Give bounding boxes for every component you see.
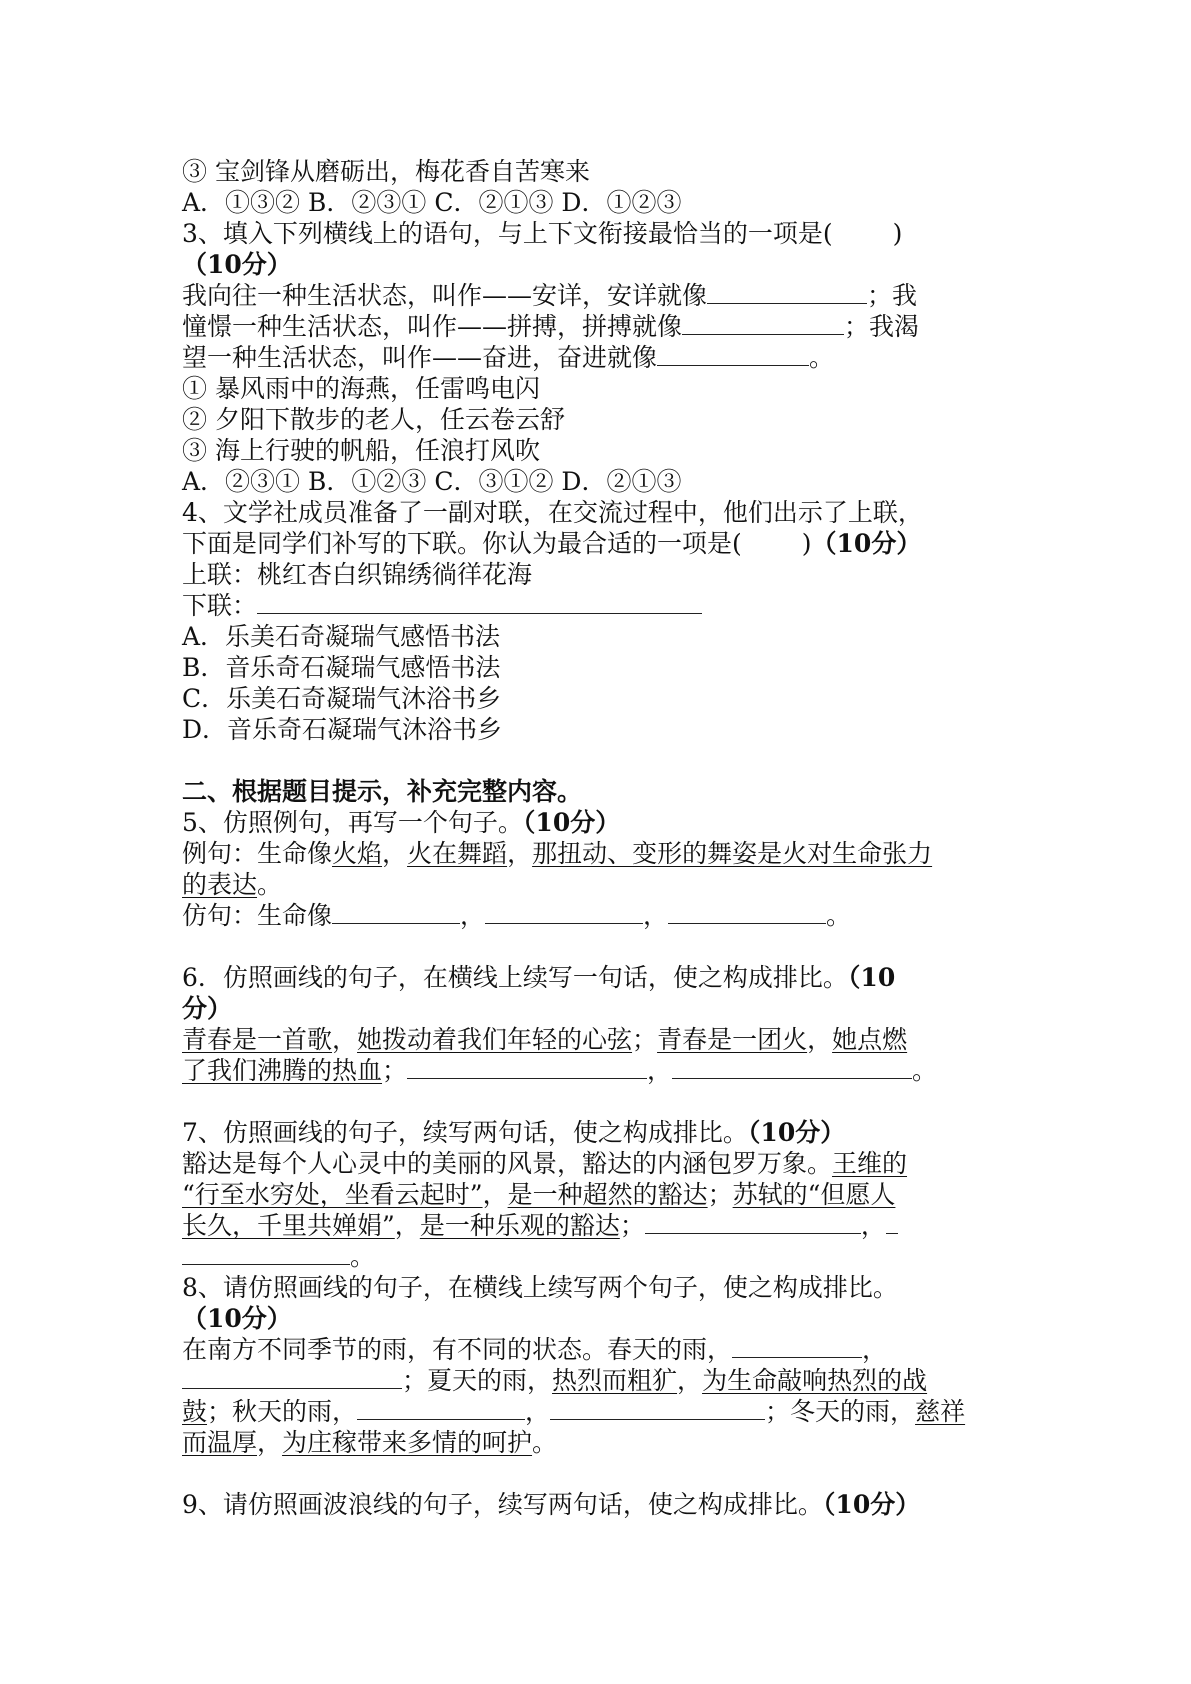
q4-lower-couplet bbox=[182, 590, 1022, 621]
q8-winter-label: ；冬天的雨， bbox=[765, 1397, 916, 1426]
q6-blank-2[interactable] bbox=[672, 1056, 912, 1079]
q6-stem-text: 6．仿照画线的句子，在横线上续写一句话，使之构成排比。 bbox=[182, 963, 848, 992]
q6-u3: 青春是一团火 bbox=[657, 1025, 808, 1054]
q8-blank-4[interactable] bbox=[550, 1397, 765, 1420]
q6-text-line-1 bbox=[182, 1024, 1022, 1055]
q7-semicolon-1: ； bbox=[707, 1180, 733, 1209]
q6-comma-1: ， bbox=[332, 1025, 358, 1054]
q7-period: 。 bbox=[350, 1242, 376, 1271]
q9-score: （10分） bbox=[822, 1490, 921, 1519]
q4-option-c-text: C．乐美石奇凝瑞气沐浴书乡 bbox=[182, 684, 502, 713]
spacer bbox=[182, 1086, 1022, 1117]
q3-stem bbox=[182, 218, 1022, 249]
q6-score-line bbox=[182, 993, 1022, 1024]
q3-passage-line-2 bbox=[182, 311, 1022, 342]
q4-option-b bbox=[182, 652, 1022, 683]
q4-stem-1-text: 4、文学社成员准备了一副对联，在交流过程中，他们出示了上联， bbox=[182, 498, 923, 527]
q7-u6: 是一种乐观的豁达 bbox=[419, 1211, 620, 1240]
q3-blank-3[interactable] bbox=[657, 343, 809, 366]
q7-stem-text: 7、仿照画线的句子，续写两句话，使之构成排比。 bbox=[182, 1118, 748, 1147]
q3-p3-text: 望一种生活状态，叫作——奋进，奋进就像 bbox=[182, 343, 658, 372]
q4-option-d bbox=[182, 714, 1022, 745]
q5-example-end: 。 bbox=[257, 870, 283, 899]
q6-semicolon: ； bbox=[632, 1025, 658, 1054]
q8-text-line-4 bbox=[182, 1427, 1022, 1458]
q4-lower-label: 下联： bbox=[182, 591, 258, 620]
q7-u5: 长久，千里共婵娟” bbox=[182, 1211, 395, 1240]
q4-paren-close: ) bbox=[801, 529, 812, 558]
q8-u2: 为生命敲响热烈的战 bbox=[702, 1366, 928, 1395]
q8-score-text: （10分） bbox=[182, 1304, 292, 1333]
q8-stem-text: 8、请仿照画线的句子，在横线上续写两个句子，使之构成排比。 bbox=[182, 1273, 898, 1302]
q6-semicolon-2: ； bbox=[382, 1056, 408, 1085]
q4-option-d-text: D．音乐奇石凝瑞气沐浴书乡 bbox=[182, 715, 503, 744]
q8-blank-3[interactable] bbox=[357, 1397, 525, 1420]
q5-example-label: 例句：生命像 bbox=[182, 839, 333, 868]
q4-upper-couplet bbox=[182, 559, 1022, 590]
q5-example-line-2 bbox=[182, 869, 1022, 900]
q3-p1-tail: ；我 bbox=[867, 281, 918, 310]
q6-score-part-1: （10 bbox=[847, 963, 896, 992]
q8-blank-1[interactable] bbox=[732, 1335, 862, 1358]
q8-text-line-1 bbox=[182, 1334, 1022, 1365]
q8-semicolon-1: ； bbox=[402, 1366, 428, 1395]
q8-u3: 鼓 bbox=[182, 1397, 208, 1426]
q6-period: 。 bbox=[912, 1056, 938, 1085]
q8-u5: 而温厚 bbox=[182, 1428, 258, 1457]
q8-stem bbox=[182, 1272, 1022, 1303]
q8-blank-2[interactable] bbox=[182, 1366, 402, 1389]
q9-stem bbox=[182, 1489, 1022, 1520]
q8-intro: 在南方不同季节的雨，有不同的状态。春天的雨， bbox=[182, 1335, 733, 1364]
q3-option-1-text: ① 暴风雨中的海燕，任雷鸣电闪 bbox=[182, 374, 540, 403]
q8-autumn-label: ；秋天的雨， bbox=[207, 1397, 358, 1426]
q7-u2: “行至水穷处，坐看云起时” bbox=[182, 1180, 483, 1209]
q4-stem-2-text: 下面是同学们补写的下联。你认为最合适的一项是( bbox=[182, 529, 742, 558]
q6-stem bbox=[182, 962, 1022, 993]
q2-choices bbox=[182, 187, 1022, 218]
q2-choices-text: A．①③② B．②③① C．②①③ D．①②③ bbox=[182, 188, 682, 217]
q7-comma-2: ， bbox=[394, 1211, 420, 1240]
q8-u1: 热烈而粗犷 bbox=[552, 1366, 678, 1395]
q7-text-line-2 bbox=[182, 1179, 1022, 1210]
q8-comma-4: ， bbox=[257, 1428, 283, 1457]
q5-stem-text: 5、仿照例句，再写一个句子。 bbox=[182, 808, 523, 837]
q3-score-text: （10分） bbox=[182, 250, 292, 279]
q5-example-line-1 bbox=[182, 838, 1022, 869]
q3-p2-text: 憧憬一种生活状态，叫作——拼搏，拼搏就像 bbox=[182, 312, 683, 341]
section-2-title-text: 二、根据题目提示，补充完整内容。 bbox=[182, 777, 583, 806]
q7-u1: 王维的 bbox=[832, 1149, 908, 1178]
q6-u4: 她点燃 bbox=[832, 1025, 908, 1054]
q4-option-b-text: B．音乐奇石凝瑞气感悟书法 bbox=[182, 653, 501, 682]
q3-p2-tail: ；我渴 bbox=[844, 312, 920, 341]
q5-example-comma-1: ， bbox=[382, 839, 408, 868]
q5-imitation bbox=[182, 900, 1022, 931]
q5-blank-1[interactable] bbox=[332, 901, 460, 924]
q7-u4: 苏轼的“但愿人 bbox=[732, 1180, 896, 1209]
q3-p1-text: 我向往一种生活状态，叫作——安详，安详就像 bbox=[182, 281, 708, 310]
q3-score bbox=[182, 249, 1022, 280]
q8-summer-label: 夏天的雨， bbox=[427, 1366, 553, 1395]
q3-choices-text: A．②③① B．①②③ C．③①② D．②①③ bbox=[182, 467, 682, 496]
spacer bbox=[182, 931, 1022, 962]
q8-comma-1: ， bbox=[862, 1335, 888, 1364]
q8-u4: 慈祥 bbox=[915, 1397, 966, 1426]
q8-period: 。 bbox=[532, 1428, 558, 1457]
q5-comma-1: ， bbox=[460, 901, 486, 930]
q3-paren-close: ) bbox=[892, 219, 903, 248]
q7-comma-1: ， bbox=[482, 1180, 508, 1209]
q6-comma-3: ， bbox=[647, 1056, 673, 1085]
q7-text-line-1 bbox=[182, 1148, 1022, 1179]
q5-score: （10分） bbox=[522, 808, 621, 837]
q4-stem-1 bbox=[182, 497, 1022, 528]
q3-option-1 bbox=[182, 373, 1022, 404]
q3-blank-2[interactable] bbox=[682, 312, 844, 335]
q5-blank-3[interactable] bbox=[668, 901, 826, 924]
q5-example-u4: 的表达 bbox=[182, 870, 258, 899]
q3-passage-line-1 bbox=[182, 280, 1022, 311]
exam-page bbox=[182, 156, 1022, 1520]
q7-text-line-4 bbox=[182, 1241, 1022, 1272]
q7-stem bbox=[182, 1117, 1022, 1148]
q4-score: （10分） bbox=[811, 529, 922, 558]
spacer bbox=[182, 745, 1022, 776]
q6-u5: 了我们沸腾的热血 bbox=[182, 1056, 383, 1085]
q7-score: （10分） bbox=[747, 1118, 846, 1147]
q6-u1: 青春是一首歌 bbox=[182, 1025, 333, 1054]
q2-option-3 bbox=[182, 156, 1022, 187]
q4-option-a-text: A．乐美石奇凝瑞气感悟书法 bbox=[182, 622, 501, 651]
q5-blank-2[interactable] bbox=[485, 901, 643, 924]
q3-option-2 bbox=[182, 404, 1022, 435]
q3-option-3-text: ③ 海上行驶的帆船，任浪打风吹 bbox=[182, 436, 540, 465]
q5-example-u1: 火焰 bbox=[332, 839, 383, 868]
q8-comma-2: ， bbox=[677, 1366, 703, 1395]
q3-choices bbox=[182, 466, 1022, 497]
q2-option-3-text: ③ 宝剑锋从磨砺出，梅花香自苦寒来 bbox=[182, 157, 590, 186]
section-2-title bbox=[182, 776, 1022, 807]
q6-blank-1[interactable] bbox=[407, 1056, 647, 1079]
q8-comma-3: ， bbox=[525, 1397, 551, 1426]
q4-upper-text: 上联：桃红杏白织锦绣徜徉花海 bbox=[182, 560, 533, 589]
q8-text-line-2 bbox=[182, 1365, 1022, 1396]
q7-blank-2-start[interactable] bbox=[886, 1211, 898, 1234]
q7-u3: 是一种超然的豁达 bbox=[507, 1180, 708, 1209]
q5-comma-2: ， bbox=[643, 901, 669, 930]
q7-intro: 豁达是每个人心灵中的美丽的风景，豁达的内涵包罗万象。 bbox=[182, 1149, 833, 1178]
q7-blank-2[interactable] bbox=[182, 1242, 350, 1265]
q5-stem bbox=[182, 807, 1022, 838]
q6-score-part-2: 分） bbox=[182, 994, 233, 1023]
q4-option-c bbox=[182, 683, 1022, 714]
q3-p3-tail: 。 bbox=[809, 343, 835, 372]
q3-option-3 bbox=[182, 435, 1022, 466]
q4-stem-2 bbox=[182, 528, 1022, 559]
q5-example-u3: 那扭动、变形的舞姿是火对生命张力 bbox=[532, 839, 933, 868]
q3-passage-line-3 bbox=[182, 342, 1022, 373]
q6-text-line-2 bbox=[182, 1055, 1022, 1086]
q3-blank-1[interactable] bbox=[707, 281, 867, 304]
q8-u6: 为庄稼带来多情的呵护 bbox=[282, 1428, 533, 1457]
q6-u2: 她拨动着我们年轻的心弦 bbox=[357, 1025, 633, 1054]
q7-blank-1[interactable] bbox=[645, 1211, 861, 1234]
q7-text-line-3 bbox=[182, 1210, 1022, 1241]
q5-example-u2: 火在舞蹈 bbox=[407, 839, 508, 868]
q3-option-2-text: ② 夕阳下散步的老人，任云卷云舒 bbox=[182, 405, 565, 434]
q5-example-comma-2: ， bbox=[507, 839, 533, 868]
q9-stem-text: 9、请仿照画波浪线的句子，续写两句话，使之构成排比。 bbox=[182, 1490, 823, 1519]
q7-semicolon-2: ； bbox=[619, 1211, 645, 1240]
q8-text-line-3 bbox=[182, 1396, 1022, 1427]
q4-lower-blank[interactable] bbox=[257, 591, 702, 614]
q7-comma-3: ， bbox=[860, 1211, 886, 1240]
q5-imitation-label: 仿句：生命像 bbox=[182, 901, 333, 930]
q3-stem-text: 3、填入下列横线上的语句，与上下文衔接最恰当的一项是( bbox=[182, 219, 833, 248]
q4-option-a bbox=[182, 621, 1022, 652]
q6-comma-2: ， bbox=[807, 1025, 833, 1054]
spacer bbox=[182, 1458, 1022, 1489]
q5-period: 。 bbox=[826, 901, 852, 930]
q8-score bbox=[182, 1303, 1022, 1334]
